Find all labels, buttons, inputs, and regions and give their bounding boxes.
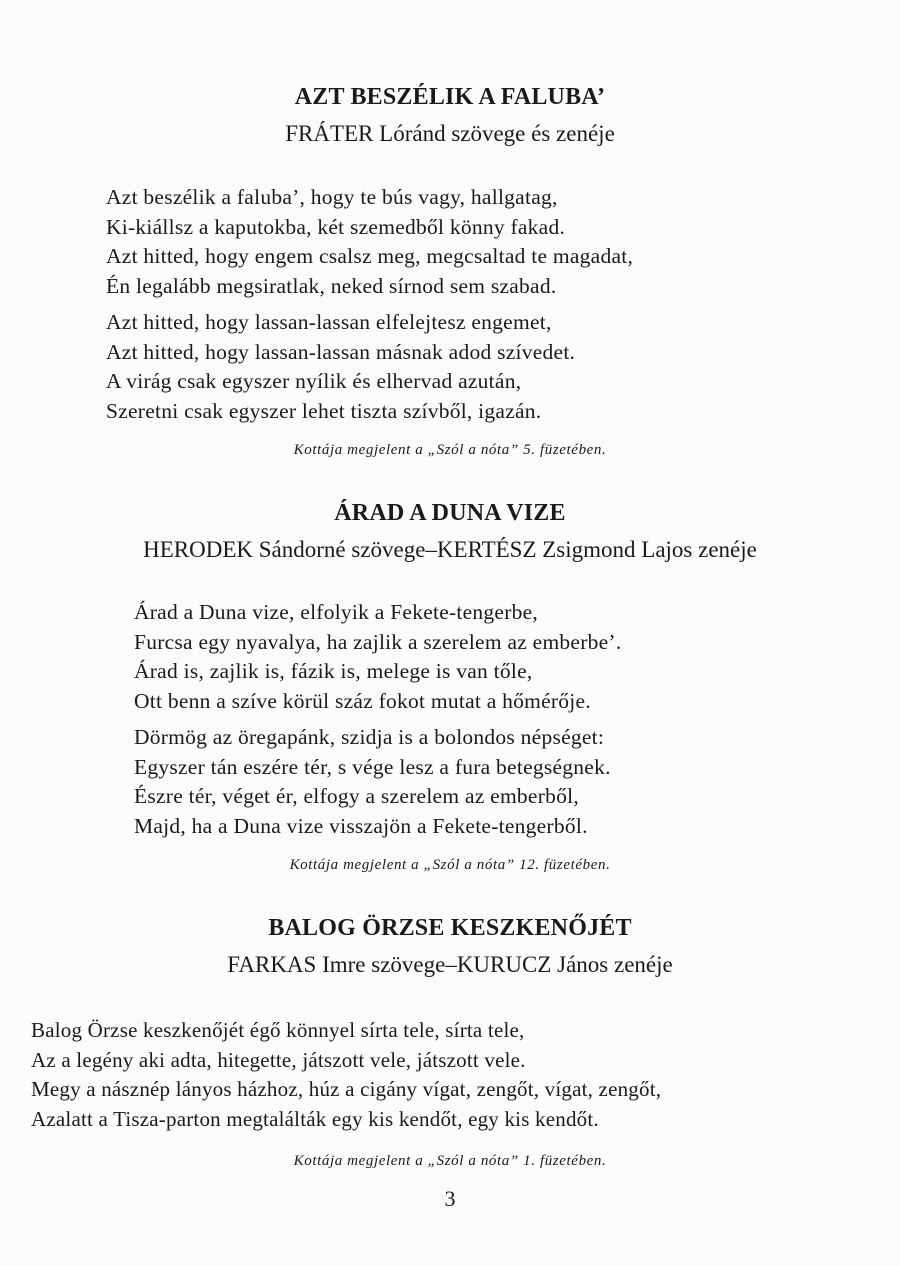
song-3-stanza-1	[31, 1016, 661, 1134]
song-1-stanza-2	[106, 308, 575, 426]
lyric-line: Azt beszélik a faluba’, hogy te bús vagy, hallgatag,	[106, 185, 558, 209]
song-2-credit: HERODEK Sándorné szövege–KERTÉSZ Zsigmond Lajos zenéje	[143, 537, 757, 562]
song-2-stanza-2	[134, 723, 611, 841]
lyric-line: Azalatt a Tisza-parton megtalálták egy kis kendőt, egy kis kendőt.	[31, 1106, 599, 1131]
lyric-line: A virág csak egyszer nyílik és elhervad azután,	[106, 369, 522, 393]
lyric-line: Ki-kiállsz a kaputokba, két szemedből könny fakad.	[106, 214, 566, 239]
lyric-line: Majd, ha a Duna vize visszajön a Fekete-tengerből.	[134, 813, 588, 838]
song-2	[0, 500, 900, 563]
page-number: 3	[444, 1186, 456, 1211]
song-1	[0, 84, 900, 147]
song-1-credit: FRÁTER Lóránd szövege és zenéje	[285, 121, 615, 146]
lyric-line: Árad a Duna vize, elfolyik a Fekete-tengerbe,	[134, 600, 539, 624]
lyric-line: Árad is, zajlik is, fázik is, melege is van tőle,	[134, 659, 533, 683]
song-2-title: ÁRAD A DUNA VIZE	[334, 500, 566, 526]
lyric-line: Dörmög az öregapánk, szidja is a bolondos népséget:	[134, 725, 605, 749]
song-3-note: Kottája megjelent a „Szól a nóta” 1. füzetében.	[293, 1153, 607, 1169]
lyric-line: Furcsa egy nyavalya, ha zajlik a szerelem az emberbe’.	[134, 629, 622, 654]
lyric-line: Ott benn a szíve körül száz fokot mutat a hőmérője.	[134, 688, 591, 713]
lyric-line: Szeretni csak egyszer lehet tiszta szívből, igazán.	[106, 398, 542, 423]
song-3-credit: FARKAS Imre szövege–KURUCZ János zenéje	[227, 952, 673, 977]
lyric-line: Észre tér, véget ér, elfogy a szerelem az emberből,	[134, 784, 579, 808]
song-3-title: BALOG ÖRZSE KESZKENŐJÉT	[268, 915, 632, 941]
lyric-line: Balog Örzse keszkenőjét égő könnyel sírta tele, sírta tele,	[31, 1018, 525, 1042]
song-1-stanza-1	[106, 183, 633, 301]
song-1-note: Kottája megjelent a „Szól a nóta” 5. füzetében.	[293, 442, 607, 458]
lyric-line: Egyszer tán eszére tér, s vége lesz a fura betegségnek.	[134, 754, 611, 779]
lyric-line: Azt hitted, hogy lassan-lassan másnak adod szívedet.	[106, 339, 576, 364]
lyric-line: Az a legény aki adta, hitegette, játszott vele, játszott vele.	[31, 1047, 526, 1072]
song-3	[0, 915, 900, 978]
lyric-line: Megy a násznép lányos házhoz, húz a cigány vígat, zengőt, vígat, zengőt,	[31, 1077, 662, 1101]
lyric-line: Én legalább megsiratlak, neked sírnod sem szabad.	[106, 273, 557, 298]
song-2-stanza-1	[134, 598, 621, 716]
song-2-note: Kottája megjelent a „Szól a nóta” 12. füzetében.	[289, 857, 611, 873]
song-1-title: AZT BESZÉLIK A FALUBA’	[294, 84, 606, 110]
lyric-line: Azt hitted, hogy lassan-lassan elfelejtesz engemet,	[106, 310, 552, 334]
lyric-line: Azt hitted, hogy engem csalsz meg, megcsaltad te magadat,	[106, 244, 634, 268]
